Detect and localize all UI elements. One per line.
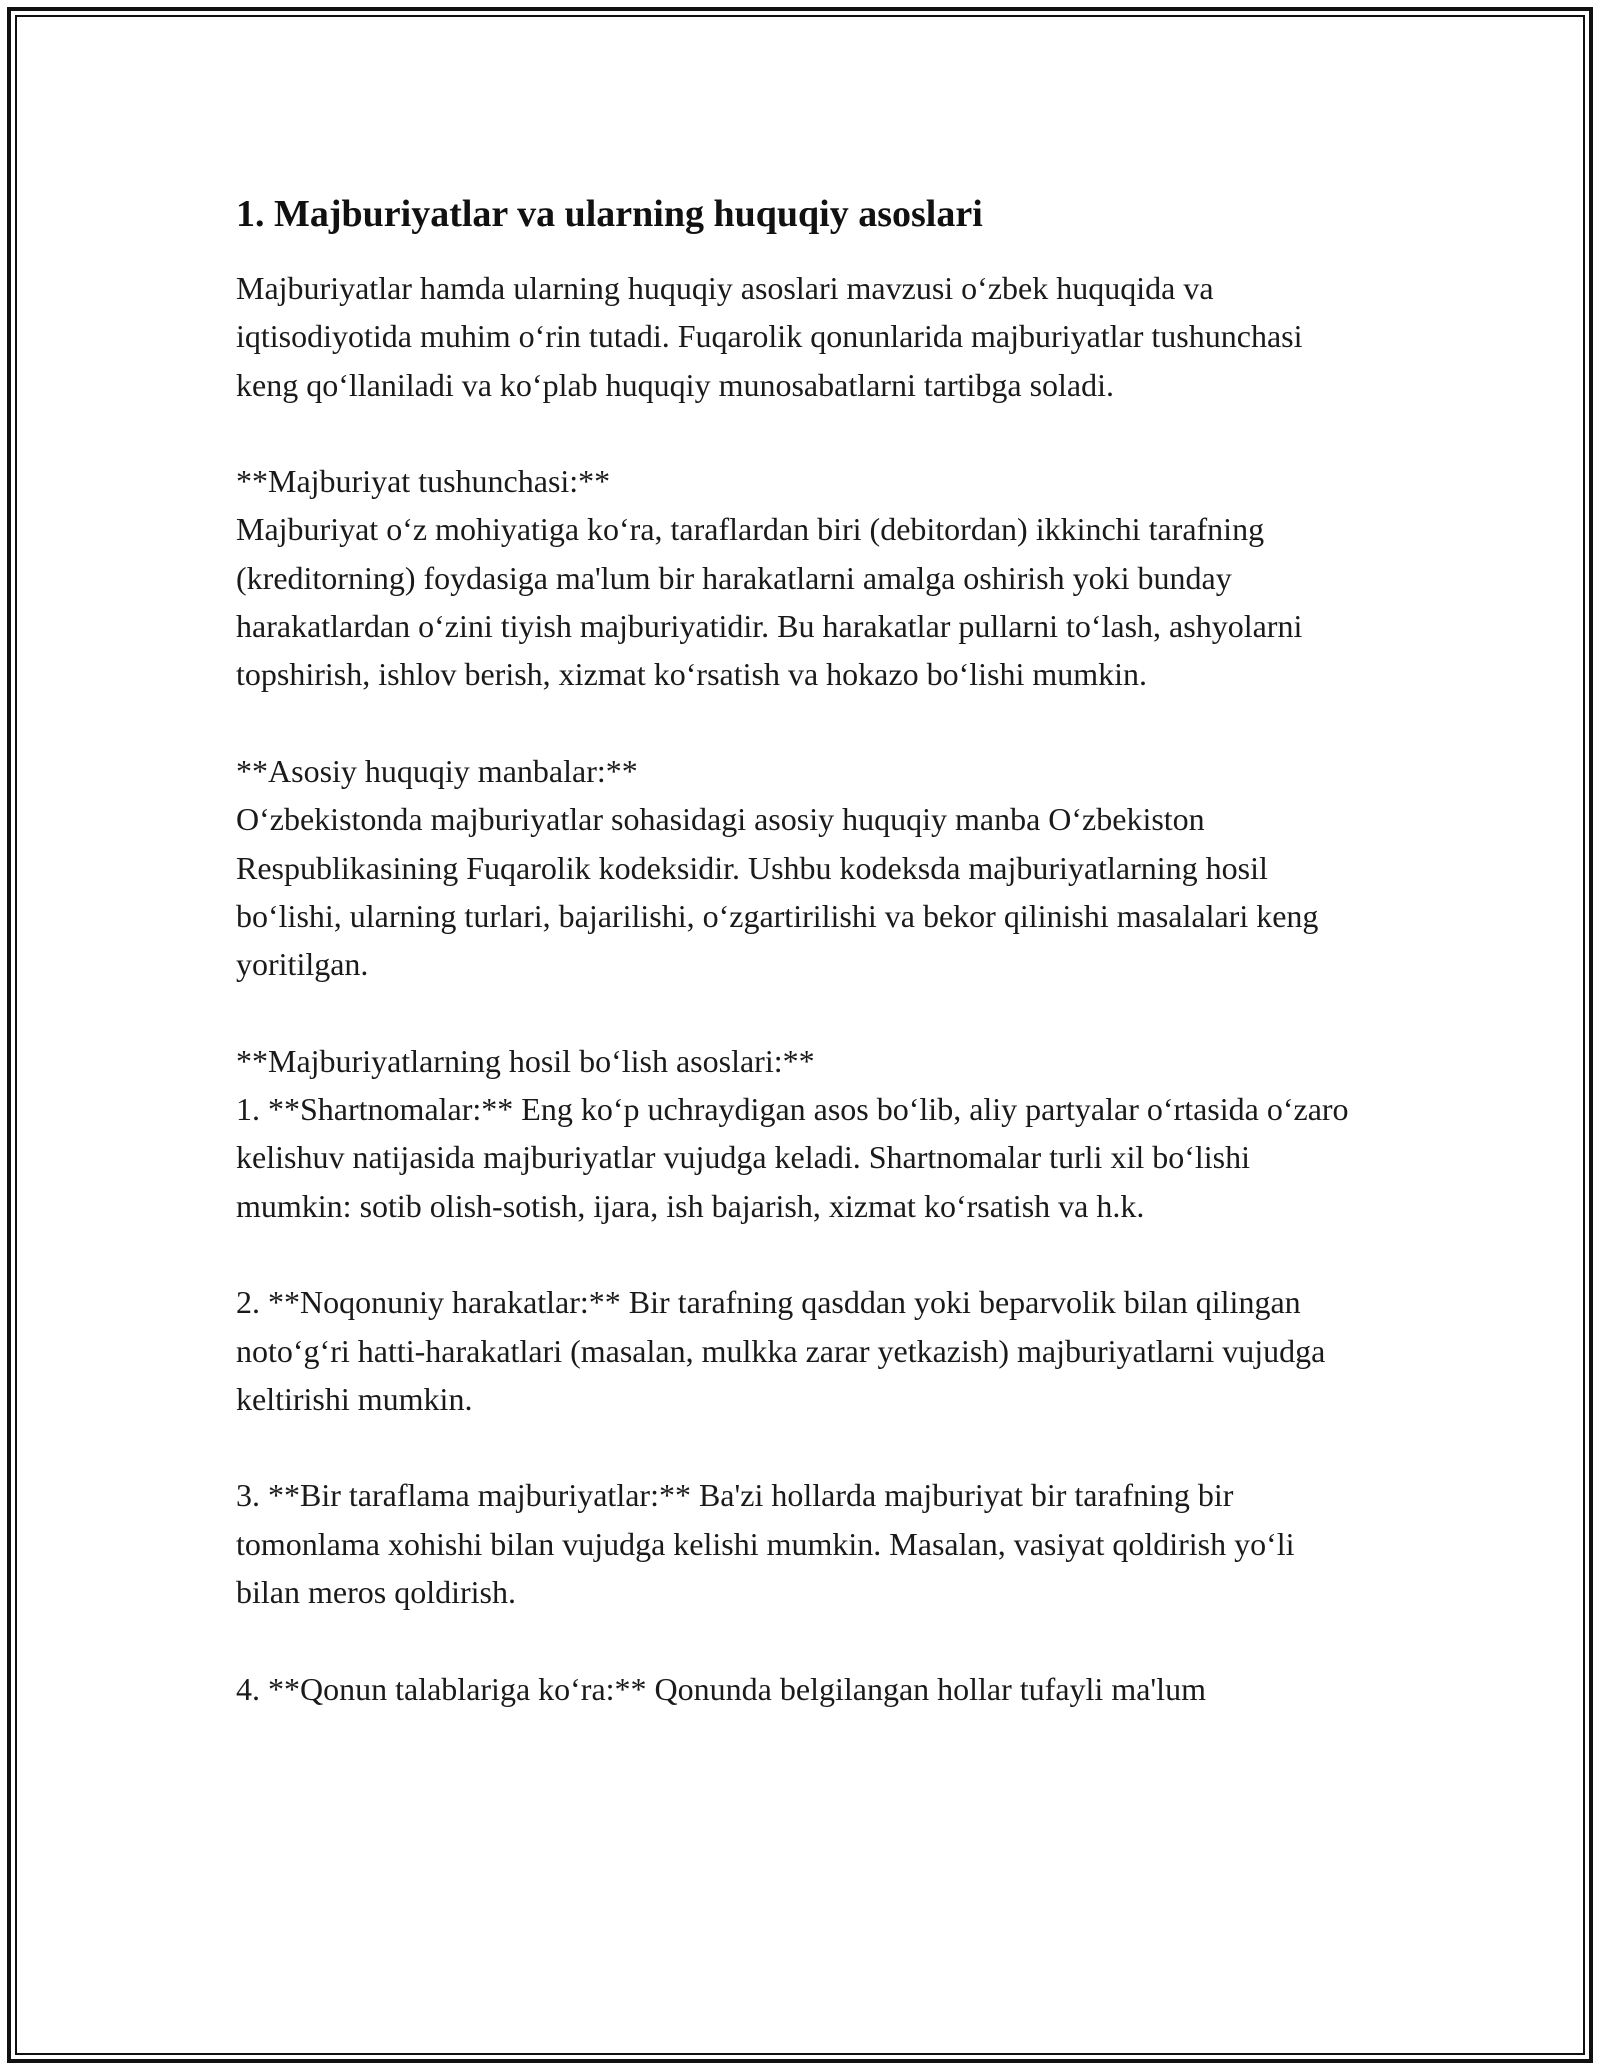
intro-paragraph: Majburiyatlar hamda ularning huquqiy asoslari mavzusi oʻzbek huquqida va iqtisodiyotida muhim oʻrin tutadi. Fuqarolik qonunlarida majburiyatlar tushunchasi keng qoʻllaniladi va koʻplab huquqiy munosabatlarni tartibga soladi.: [236, 270, 1303, 403]
paragraph-spacer: [236, 1230, 1366, 1278]
document-title: 1. Majburiyatlar va ularning huquqiy asoslari: [236, 193, 983, 235]
paragraph-spacer: [236, 1616, 1366, 1664]
section-heading-concept: **Majburiyat tushunchasi:**: [236, 463, 611, 500]
section-heading-grounds: **Majburiyatlarning hosil boʻlish asoslari:**: [236, 1042, 815, 1079]
list-item-unlawful-actions: 2. **Noqonuniy harakatlar:** Bir tarafning qasddan yoki beparvolik bilan qilingan notoʻgʻri hatti-harakatlari (masalan, mulkka zarar yetkazish) majburiyatlarni vujudga keltirishi mumkin.: [236, 1284, 1326, 1417]
section-heading-sources: **Asosiy huquqiy manbalar:**: [236, 752, 638, 789]
paragraph-spacer: [236, 409, 1366, 457]
paragraph-spacer: [236, 699, 1366, 747]
document-body: [236, 186, 1366, 1713]
list-item-legal-requirements: 4. **Qonun talablariga koʻra:** Qonunda belgilangan hollar tufayli ma'lum: [236, 1670, 1206, 1707]
paragraph-spacer: [236, 1423, 1366, 1471]
section-text-concept: Majburiyat oʻz mohiyatiga koʻra, taraflardan biri (debitordan) ikkinchi tarafning (kreditorning) foydasiga ma'lum bir harakatlarni amalga oshirish yoki bunday harakatlardan oʻzini tiyish majburiyatidir. Bu harakatlar pullarni toʻlash, ashyolarni topshirish, ishlov berish, xizmat koʻrsatish va hokazo boʻlishi mumkin.: [236, 511, 1303, 693]
list-item-unilateral-obligations: 3. **Bir taraflama majburiyatlar:** Ba'zi hollarda majburiyat bir tarafning bir tomonlama xohishi bilan vujudga kelishi mumkin. Masalan, vasiyat qoldirish yoʻli bilan meros qoldirish.: [236, 1477, 1295, 1611]
list-item-contracts: 1. **Shartnomalar:** Eng koʻp uchraydigan asos boʻlib, aliy partyalar oʻrtasida oʻzaro kelishuv natijasida majburiyatlar vujudga keladi. Shartnomalar turli xil boʻlishi mumkin: sotib olish-sotish, ijara, ish bajarish, xizmat koʻrsatish va h.k.: [236, 1091, 1349, 1224]
section-text-sources: Oʻzbekistonda majburiyatlar sohasidagi asosiy huquqiy manba Oʻzbekiston Respublikasining Fuqarolik kodeksidir. Ushbu kodeksda majburiyatlarning hosil boʻlishi, ularning turlari, bajarilishi, oʻzgartirilishi va bekor qilinishi masalalari keng yoritilgan.: [236, 801, 1319, 983]
paragraph-spacer: [236, 988, 1366, 1036]
